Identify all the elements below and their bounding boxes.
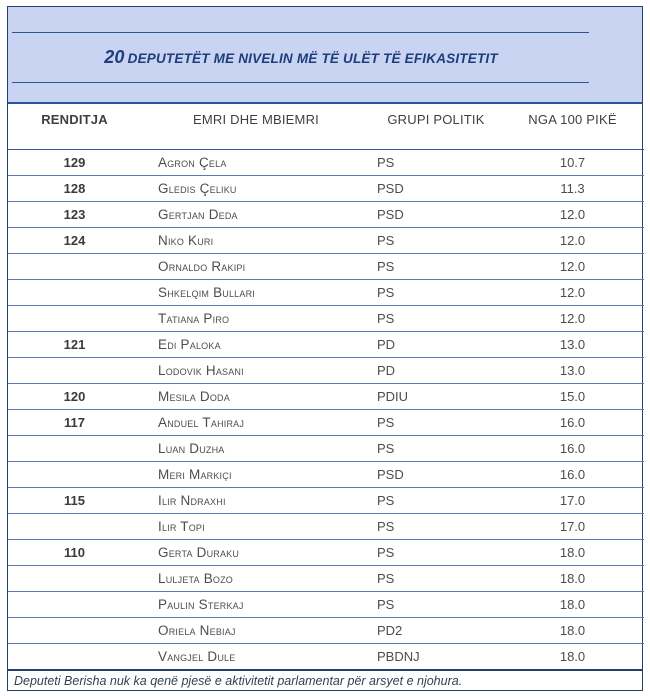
name-cell: Vangjel Dule xyxy=(158,648,236,664)
name-cell: Anduel Tahiraj xyxy=(141,409,371,435)
score-cell: 13.0 xyxy=(501,331,644,357)
group-cell: PS xyxy=(371,591,501,617)
group-cell: PS xyxy=(371,435,501,461)
name-cell: Gerta Duraku xyxy=(141,539,371,565)
rank-cell xyxy=(8,305,141,331)
group-cell: PSD xyxy=(371,175,501,201)
banner-rule-top xyxy=(12,32,589,33)
group-cell: PS xyxy=(371,565,501,591)
rank-cell xyxy=(8,279,141,305)
table-body xyxy=(8,149,644,669)
name-cell: Gledis Çeliku xyxy=(141,175,371,201)
group-cell: PS xyxy=(371,149,501,175)
score-cell: 10.7 xyxy=(501,149,644,175)
footnote: Deputeti Berisha nuk ka qenë pjesë e aktivitetit parlamentar për arsyet e njohura. xyxy=(8,669,642,690)
header-score: NGA 100 PIKË xyxy=(501,104,644,149)
table-row xyxy=(8,357,644,383)
name-cell: Ornaldo Rakipi xyxy=(141,253,371,279)
group-cell: PSD xyxy=(371,201,501,227)
table-row xyxy=(8,617,644,643)
score-cell: 18.0 xyxy=(559,648,586,664)
table-row xyxy=(8,461,644,487)
score-cell: 12.0 xyxy=(501,253,644,279)
name-cell: Luan Duzha xyxy=(141,435,371,461)
rank-cell: 115 xyxy=(8,487,141,513)
header-row xyxy=(8,104,644,149)
table-row xyxy=(8,253,644,279)
table-row xyxy=(8,383,644,409)
rank-cell: 117 xyxy=(8,409,141,435)
name-cell: Meri Markiçi xyxy=(141,461,371,487)
table-row xyxy=(8,175,644,201)
name-cell: Agron Çela xyxy=(141,149,371,175)
table-row xyxy=(8,409,644,435)
table-row xyxy=(8,279,644,305)
score-cell: 18.0 xyxy=(501,591,644,617)
header-group: GRUPI POLITIK xyxy=(371,104,501,149)
score-cell: 16.0 xyxy=(501,409,644,435)
rank-cell xyxy=(8,435,141,461)
score-cell: 12.0 xyxy=(501,279,644,305)
group-cell: PS xyxy=(371,279,501,305)
name-cell: Mesila Doda xyxy=(141,383,371,409)
table-row xyxy=(8,435,644,461)
score-cell: 17.0 xyxy=(501,487,644,513)
table-row xyxy=(8,331,644,357)
document-frame xyxy=(7,6,643,691)
group-cell: PS xyxy=(371,487,501,513)
group-cell: PD xyxy=(371,357,501,383)
header-rank: RENDITJA xyxy=(8,104,141,149)
score-cell: 12.0 xyxy=(501,201,644,227)
score-cell: 12.0 xyxy=(501,305,644,331)
table-row xyxy=(8,565,644,591)
group-cell: PD2 xyxy=(371,617,501,643)
rank-cell xyxy=(8,513,141,539)
group-cell: PDIU xyxy=(371,383,501,409)
score-cell: 12.0 xyxy=(501,227,644,253)
group-cell: PS xyxy=(371,253,501,279)
group-cell: PD xyxy=(371,331,501,357)
title-banner xyxy=(8,7,642,104)
table-row xyxy=(8,149,644,175)
name-cell: Ilir Topi xyxy=(141,513,371,539)
report-title xyxy=(8,47,594,68)
report-title-text: DEPUTETËT ME NIVELIN MË TË ULËT TË EFIKASITETIT xyxy=(127,51,498,66)
name-cell: Gertjan Deda xyxy=(141,201,371,227)
table-row xyxy=(8,539,644,565)
group-cell: PS xyxy=(371,305,501,331)
group-cell: PSD xyxy=(371,461,501,487)
table-row xyxy=(8,201,644,227)
rank-cell: 124 xyxy=(8,227,141,253)
score-cell: 16.0 xyxy=(501,461,644,487)
table-row xyxy=(8,227,644,253)
rank-cell xyxy=(8,565,141,591)
group-cell: PS xyxy=(371,409,501,435)
name-cell: Niko Kuri xyxy=(141,227,371,253)
rank-cell: 128 xyxy=(8,175,141,201)
name-cell: Shkelqim Bullari xyxy=(141,279,371,305)
score-cell: 15.0 xyxy=(501,383,644,409)
table-row xyxy=(8,305,644,331)
score-cell: 18.0 xyxy=(501,565,644,591)
score-cell: 18.0 xyxy=(501,539,644,565)
name-cell: Tatiana Piro xyxy=(141,305,371,331)
name-cell: Paulin Sterkaj xyxy=(141,591,371,617)
rank-cell xyxy=(8,617,141,643)
banner-rule-bottom xyxy=(12,82,589,83)
rank-cell xyxy=(8,253,141,279)
rank-cell xyxy=(8,591,141,617)
rank-cell xyxy=(8,461,141,487)
group-cell: PBDNJ xyxy=(377,648,420,664)
name-cell: Oriela Nebiaj xyxy=(141,617,371,643)
rank-cell xyxy=(8,643,141,669)
header-name: EMRI DHE MBIEMRI xyxy=(141,104,371,149)
group-cell: PS xyxy=(371,513,501,539)
rank-cell: 120 xyxy=(8,383,141,409)
group-cell: PS xyxy=(371,539,501,565)
deputies-table xyxy=(8,104,644,669)
rank-cell: 121 xyxy=(8,331,141,357)
table-row xyxy=(8,513,644,539)
name-cell: Edi Paloka xyxy=(141,331,371,357)
group-cell: PS xyxy=(371,227,501,253)
rank-cell: 110 xyxy=(8,539,141,565)
score-cell: 18.0 xyxy=(501,617,644,643)
table-header xyxy=(8,104,644,149)
name-cell: Lodovik Hasani xyxy=(141,357,371,383)
score-cell: 11.3 xyxy=(501,175,644,201)
score-cell: 17.0 xyxy=(501,513,644,539)
table-row xyxy=(8,487,644,513)
rank-cell: 123 xyxy=(8,201,141,227)
rank-cell: 129 xyxy=(8,149,141,175)
name-cell: Ilir Ndraxhi xyxy=(141,487,371,513)
table-row xyxy=(8,591,644,617)
table-row xyxy=(8,643,644,669)
report-title-number: 20 xyxy=(104,47,125,67)
score-cell: 13.0 xyxy=(501,357,644,383)
name-cell: Luljeta Bozo xyxy=(141,565,371,591)
rank-cell xyxy=(8,357,141,383)
score-cell: 16.0 xyxy=(501,435,644,461)
